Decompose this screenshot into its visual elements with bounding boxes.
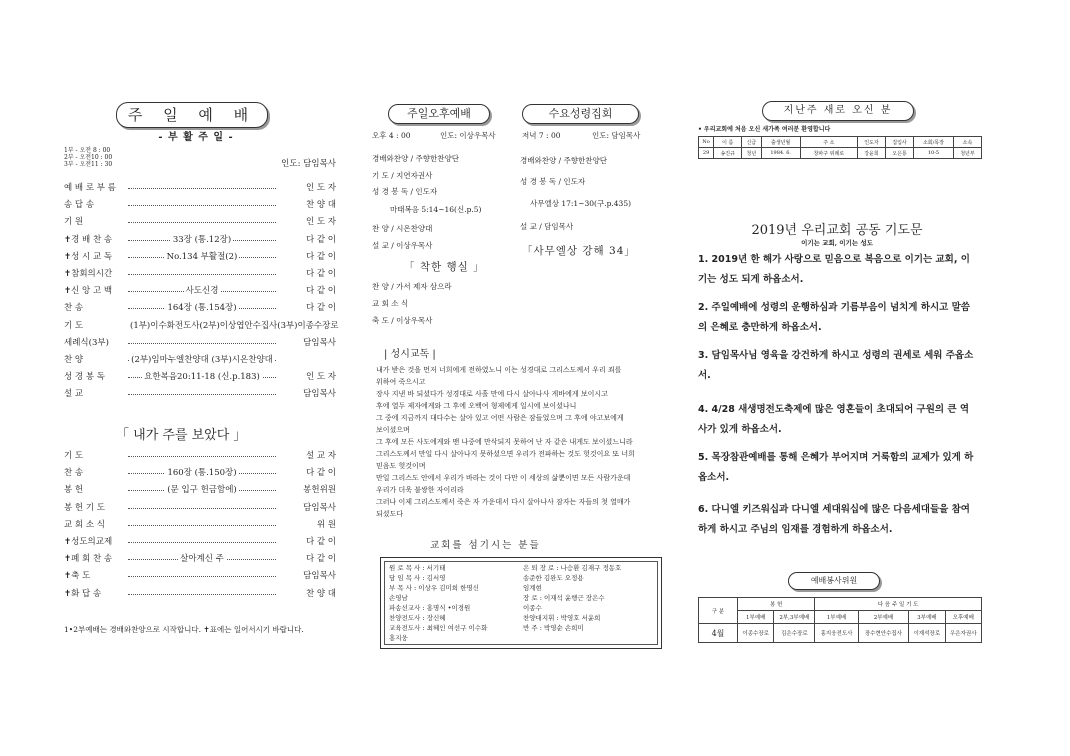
- worship-order-detail: [128, 319, 339, 333]
- duty-table: [698, 597, 982, 643]
- worship-order-leader: 담임목사: [303, 502, 336, 513]
- newcomer-header: No: [699, 137, 714, 148]
- worship-order-item: 찬 송: [64, 468, 84, 479]
- server-line: 이종수: [523, 604, 542, 612]
- worship-order-detail: [128, 466, 276, 480]
- server-line: 담 임 목 사 : 김서영: [389, 574, 446, 582]
- afternoon-line: 경배와찬양 / 주향한찬양단: [372, 154, 459, 163]
- duty-subheader: 1부예배: [815, 611, 858, 624]
- table-header-row: [699, 137, 982, 148]
- table-header-row: [699, 598, 982, 611]
- worship-order-detail: [128, 353, 276, 367]
- worship-order-item: 세례식(3부): [64, 337, 109, 348]
- duty-cell: 장수현안수집사: [858, 624, 908, 643]
- worship-order-item: 봉 헌: [64, 485, 84, 496]
- worship-order-row: [64, 181, 336, 195]
- worship-order-detail: [128, 250, 276, 264]
- wednesday-line: 설 교 / 담임목사: [520, 222, 574, 231]
- duty-subheader: 오후예배: [945, 611, 981, 624]
- worship-order-leader: 위 원: [316, 519, 336, 530]
- reading-line: 되셨도다: [376, 510, 404, 518]
- worship-order-row: [64, 233, 336, 247]
- prayer-item: 5. 목장참관예배를 통해 은혜가 부어지며 거룩함의 교제가 있게 하옵소서.: [698, 452, 974, 483]
- reading-line: 그 후에 모든 사도에게와 맨 나중에 만삭되지 못하여 난 자 같은 내게도 보이셨느니라: [376, 438, 633, 446]
- prayer-item: 1. 2019년 한 해가 사랑으로 믿음으로 복음으로 이기는 교회, 이기는 성도 되게 하옵소서.: [698, 254, 970, 285]
- worship-order-row: [64, 518, 336, 532]
- worship-order-detail-text: 요한복음20:11-18 (신.p.183): [144, 372, 260, 383]
- worship-order-row: [64, 552, 336, 566]
- server-line: 교육전도사 : 최혜인 여선구 이수화: [389, 624, 488, 632]
- worship-order-item: 설 교: [64, 389, 84, 400]
- newcomers-title-box: [762, 101, 914, 121]
- worship-order-item: 기 원: [64, 217, 84, 228]
- duty-subheader: 2부예배: [858, 611, 908, 624]
- worship-order-item: ✝폐 회 찬 송: [64, 554, 113, 565]
- worship-order-item: ✝성도의교제: [64, 537, 113, 547]
- worship-order-leader: 다 같 이: [305, 251, 336, 262]
- duty-cell: 홍지웅전도사: [815, 624, 858, 643]
- reading-line: 만일 그리스도 안에서 우리가 바라는 것이 다만 이 세상의 삶뿐이면 모든 사람가운데: [376, 474, 631, 482]
- server-line: 파송선교사 : 홍명식 •이경원: [389, 604, 471, 612]
- afternoon-line: 찬 양 / 가서 제자 삼으라: [372, 282, 452, 291]
- worship-order-row: [64, 250, 336, 264]
- server-line: 은 퇴 장 로 : 나승환 김재구 정동호: [523, 564, 622, 572]
- worship-order-row: [64, 370, 336, 384]
- afternoon-presider: 인도: 이상우목사: [440, 131, 496, 140]
- dotted-leader: [128, 188, 276, 189]
- worship-order-leader: 찬 양 대: [305, 200, 336, 211]
- worship-order-leader: 다 같 이: [305, 234, 336, 245]
- worship-order-leader: 담임목사: [303, 389, 336, 400]
- server-line: 손영남: [389, 594, 408, 602]
- newcomer-header: 출생년월: [761, 137, 800, 148]
- reading-line: 그러나 이제 그리스도께서 죽은 자 가운데서 다시 살아나사 잠자는 자들의 첫 열매가: [376, 498, 631, 506]
- dotted-leader: [128, 222, 276, 223]
- worship-order-row: [64, 301, 336, 315]
- worship-order-detail-text: 33장 (통.12장): [172, 234, 232, 245]
- dotted-leader: [128, 274, 276, 275]
- duty-cell: 이재석장로: [909, 624, 945, 643]
- duty-header-offering: 봉 헌: [738, 598, 815, 611]
- newcomer-header: 인도자: [857, 137, 885, 148]
- afternoon-line: 축 도 / 이상우목사: [372, 316, 433, 325]
- reading-line: 위하여 죽으시고: [376, 378, 426, 386]
- afternoon-line: 마태복음 5:14~16(신.p.5): [390, 205, 482, 214]
- worship-order-leader: 다 같 이: [305, 269, 336, 279]
- table-subheader-row: [699, 611, 982, 624]
- worship-order-item: 예 배 로 부 름: [64, 183, 116, 193]
- worship-order-leader: 인 도 자: [305, 217, 336, 228]
- newcomer-cell: 오은룡: [886, 148, 914, 159]
- newcomer-header: 소속: [953, 137, 981, 148]
- wednesday-line: 경배와찬양 / 주향한찬양단: [520, 156, 607, 165]
- newcomer-cell: 송진규: [714, 148, 742, 159]
- worship-order-item: 봉 헌 기 도: [64, 502, 105, 513]
- reading-line: 보이셨으며: [376, 426, 410, 434]
- worship-order-item: ✝신 앙 고 백: [64, 286, 113, 297]
- presider: 인도: 담임목사: [281, 159, 336, 169]
- worship-order-detail-text: (문 입구 헌금함에): [167, 485, 237, 496]
- newcomer-header: 주 소: [800, 137, 857, 148]
- duty-title-box: [788, 572, 880, 590]
- worship-order-leader: 봉헌위원: [303, 485, 336, 496]
- newcomers-welcome: • 우리교회에 처음 오신 새가족 여러분 환영합니다: [698, 126, 831, 133]
- newcomer-cell: 10-5: [914, 148, 954, 159]
- service-times: [64, 147, 112, 168]
- worship-order-item: ✝축 도: [64, 571, 91, 582]
- afternoon-sermon: 「 착한 행실 」: [404, 261, 485, 273]
- duty-title: 예배봉사위원: [810, 576, 858, 585]
- responsive-reading-body: [376, 364, 666, 520]
- worship-order-detail-text: No.134 부활절(2): [166, 251, 238, 262]
- worship-order-row: [64, 569, 336, 583]
- afternoon-line: 교 회 소 식: [372, 299, 409, 308]
- worship-order-row: [64, 535, 336, 549]
- time-3: 3부 - 오전11 : 30: [64, 161, 113, 168]
- worship-order-leader: 담임목사: [303, 571, 336, 582]
- server-line: 부 목 사 : 이상우 김미희 한명신: [389, 584, 479, 592]
- worship-order-row: [64, 198, 336, 212]
- worship-order-row: [64, 215, 336, 229]
- reading-line: 믿음도 헛것이며: [376, 462, 426, 470]
- worship-order-row: [64, 466, 336, 480]
- worship-order-detail-text: 160장 (통.150장): [167, 468, 237, 479]
- worship-order-row: [64, 319, 339, 333]
- time-2: 2부 - 오전10 : 00: [64, 154, 113, 161]
- easter-subtitle: - 부 활 주 일 -: [158, 132, 234, 143]
- time-1: 1부 - 오전 8 : 00: [64, 147, 111, 154]
- server-line: 임계현: [523, 584, 542, 592]
- wednesday-presider: 인도: 담임목사: [592, 131, 641, 140]
- prayer-item: 2. 주일예배에 성령의 운행하심과 기름부음이 넘치게 하시고 말씀의 은혜로 충만하게 하옵소서.: [698, 302, 970, 333]
- prayer-item: 6. 다니엘 키즈워십과 다니엘 세대워십에 많은 다음세대들을 참여하게 하시고 주님의 임재를 경험하게 하옵소서.: [698, 504, 970, 535]
- newcomer-header: 소회/목장: [914, 137, 954, 148]
- reading-line: 그리스도께서 만일 다시 살아나지 못하셨으면 우리가 전파하는 것도 헛것이요 또 너희: [376, 450, 635, 458]
- worship-order-detail: [128, 552, 276, 566]
- newcomer-cell: 창파구 위례로: [800, 148, 857, 159]
- worship-order-leader: 담임목사: [303, 337, 336, 348]
- duty-subheader: 3부예배: [909, 611, 945, 624]
- wednesday-title: 수요성령집회: [548, 107, 613, 120]
- newcomer-cell: 청년: [742, 148, 761, 159]
- duty-header-next-prayer: 다 음 주 일 기 도: [815, 598, 982, 611]
- afternoon-line: 기 도 / 지연자권사: [372, 171, 433, 180]
- worship-order-leader: 다 같 이: [305, 537, 336, 547]
- worship-order-detail-text: (2부)임마누엘찬양대 (3부)시온찬양대: [131, 355, 273, 365]
- newcomer-cell: 청년부: [953, 148, 981, 159]
- duty-cell: 우은자권사: [945, 624, 981, 643]
- worship-order-detail-text: (1부)이수화전도사(2부)이상엽안수집사(3부)이종수장로: [130, 320, 339, 331]
- dotted-leader: [128, 542, 276, 543]
- wednesday-line: 사무엘상 17:1~30(구.p.435): [530, 199, 632, 208]
- worship-order-detail: [128, 284, 276, 298]
- worship-order-leader: 다 같 이: [305, 468, 336, 479]
- worship-order-item: 기 도: [64, 320, 84, 331]
- worship-order-item: 찬 송: [64, 303, 84, 314]
- worship-order-item: 찬 양: [64, 355, 84, 365]
- worship-order-item: ✝경 배 찬 송: [64, 234, 113, 245]
- afternoon-title-box: [388, 104, 490, 124]
- wednesday-sermon: 「사무엘상 강해 34」: [522, 245, 636, 257]
- dotted-leader: [128, 525, 276, 526]
- duty-cell: 김은수장로: [774, 624, 815, 643]
- worship-order-leader: 다 같 이: [305, 303, 336, 314]
- table-row: [699, 148, 982, 159]
- server-line: 홍지웅: [389, 634, 408, 642]
- prayer-item: 3. 담임목사님 영육을 강건하게 하시고 성령의 권세로 세워 주옵소서.: [698, 350, 974, 381]
- afternoon-line: 설 교 / 이상우목사: [372, 241, 433, 250]
- server-line: 송준한 김완도 오정용: [523, 574, 584, 582]
- afternoon-line: 성 경 봉 독 / 인도자: [372, 187, 438, 196]
- afternoon-time: 오후 4 : 00: [372, 131, 411, 140]
- reading-line: 후에 열두 제자에게와 그 후에 오백여 형제에게 일시에 보이셨나니: [376, 402, 577, 410]
- server-line: 장 로 : 이재석 윤행근 장은수: [523, 594, 605, 602]
- worship-order-item: ✝참회의시간: [64, 269, 113, 279]
- reading-line: 그 중에 지금까지 대다수는 살아 있고 어떤 사람은 잠들었으며 그 후에 야고보에게: [376, 414, 624, 422]
- reading-line: 내가 받은 것을 먼저 너희에게 전하였노니 이는 성경대로 그리스도께서 우리 죄를: [376, 366, 622, 374]
- newcomer-cell: 29: [699, 148, 714, 159]
- dotted-leader: [128, 456, 276, 457]
- server-line: 원 로 목 사 : 서기태: [389, 564, 446, 572]
- servers-box: [380, 557, 662, 649]
- wednesday-line: 성 경 봉 독 / 인도자: [520, 177, 586, 186]
- newcomer-header: 이 름: [714, 137, 742, 148]
- worship-order-row: [64, 353, 336, 367]
- worship-order-detail: [128, 483, 276, 497]
- worship-order-row: [64, 387, 336, 401]
- worship-order-row: [64, 483, 336, 497]
- common-prayer-title: 2019년 우리교회 공동 기도문: [751, 223, 923, 238]
- dotted-leader: [128, 508, 276, 509]
- worship-order-detail: [128, 233, 276, 247]
- server-line: 반 주 : 박영순 손희미: [523, 624, 584, 632]
- duty-subheader: 2부,3부예배: [774, 611, 815, 624]
- sermon-title: 「 내가 주를 보았다 」: [116, 428, 247, 443]
- worship-order-row: [64, 449, 336, 463]
- afternoon-title: 주일오후예배: [407, 107, 471, 120]
- server-line: 찬양대지휘 : 박영호 서윤희: [523, 614, 601, 622]
- worship-order-item: ✝화 답 송: [64, 588, 102, 599]
- worship-order-leader: 찬 양 대: [305, 588, 336, 599]
- worship-order-row: [64, 267, 336, 281]
- afternoon-line: 찬 양 / 시온찬양대: [372, 224, 433, 233]
- servers-title: 교회를 섬기시는 분들: [430, 540, 541, 551]
- worship-order-row: [64, 336, 336, 350]
- dotted-leader: [128, 394, 276, 395]
- service-note: 1•2부예배는 경배와찬양으로 시작합니다. ✝표에는 일어서시기 바랍니다.: [64, 625, 304, 634]
- worship-order-item: ✝성 시 교 독: [64, 251, 113, 262]
- worship-order-item: 성 경 봉 독: [64, 372, 105, 383]
- table-row: [699, 624, 982, 643]
- worship-order-item: 송 답 송: [64, 200, 95, 211]
- worship-order-detail-text: 살아계신 주: [180, 554, 224, 565]
- dotted-leader: [128, 205, 276, 206]
- worship-order-leader: 인 도 자: [305, 372, 336, 383]
- worship-order-row: [64, 501, 336, 515]
- dotted-leader: [128, 594, 276, 595]
- reading-line: 우리가 더욱 불쌍한 자이리라: [376, 486, 464, 494]
- newcomer-cell: 강윤희: [857, 148, 885, 159]
- worship-order-leader: 설 교 자: [305, 451, 336, 461]
- dotted-leader: [128, 576, 276, 577]
- responsive-reading-heading: | 성시교독 |: [384, 349, 436, 360]
- worship-order-detail: [128, 301, 276, 315]
- prayer-item: 4. 4/28 새생명전도축제에 많은 영혼들이 초대되어 구원의 큰 역사가 있게 하옵소서.: [698, 404, 970, 435]
- worship-order-item: 기 도: [64, 451, 84, 461]
- worship-order-leader: 다 같 이: [305, 554, 336, 565]
- newcomer-cell: 1984. 6.: [761, 148, 800, 159]
- worship-order-item: 교 회 소 식: [64, 519, 105, 530]
- duty-header-category: 구 분: [699, 598, 738, 624]
- worship-title: 주 일 예 배: [127, 106, 257, 124]
- duty-subheader: 1부예배: [738, 611, 774, 624]
- wednesday-title-box: [522, 104, 639, 124]
- duty-month: 4월: [699, 624, 738, 643]
- server-line: 찬양전도사 : 장신혜: [389, 614, 446, 622]
- dotted-leader: [128, 343, 276, 344]
- worship-order-row: [64, 587, 336, 601]
- newcomers-title: 지난주 새로 오신 분: [783, 105, 893, 116]
- worship-order-detail-text: 164장 (통.154장): [167, 303, 237, 314]
- worship-title-box: [116, 102, 268, 128]
- worship-order-row: [64, 284, 336, 298]
- reading-line: 장사 지낸 바 되셨다가 성경대로 사흘 만에 다시 살아나사 게바에게 보이시고: [376, 390, 608, 398]
- newcomer-header: 신급: [742, 137, 761, 148]
- newcomers-table: [698, 136, 982, 159]
- common-prayer-subtitle: 이기는 교회, 이기는 성도: [801, 239, 873, 247]
- newcomer-header: 집입사: [886, 137, 914, 148]
- wednesday-time: 저녁 7 : 00: [522, 131, 561, 140]
- worship-order-detail: [128, 370, 276, 384]
- duty-cell: 이종수장로: [738, 624, 774, 643]
- worship-order-leader: 다 같 이: [305, 286, 336, 297]
- worship-order-leader: 인 도 자: [305, 183, 336, 193]
- worship-order-detail-text: 사도신경: [185, 286, 219, 297]
